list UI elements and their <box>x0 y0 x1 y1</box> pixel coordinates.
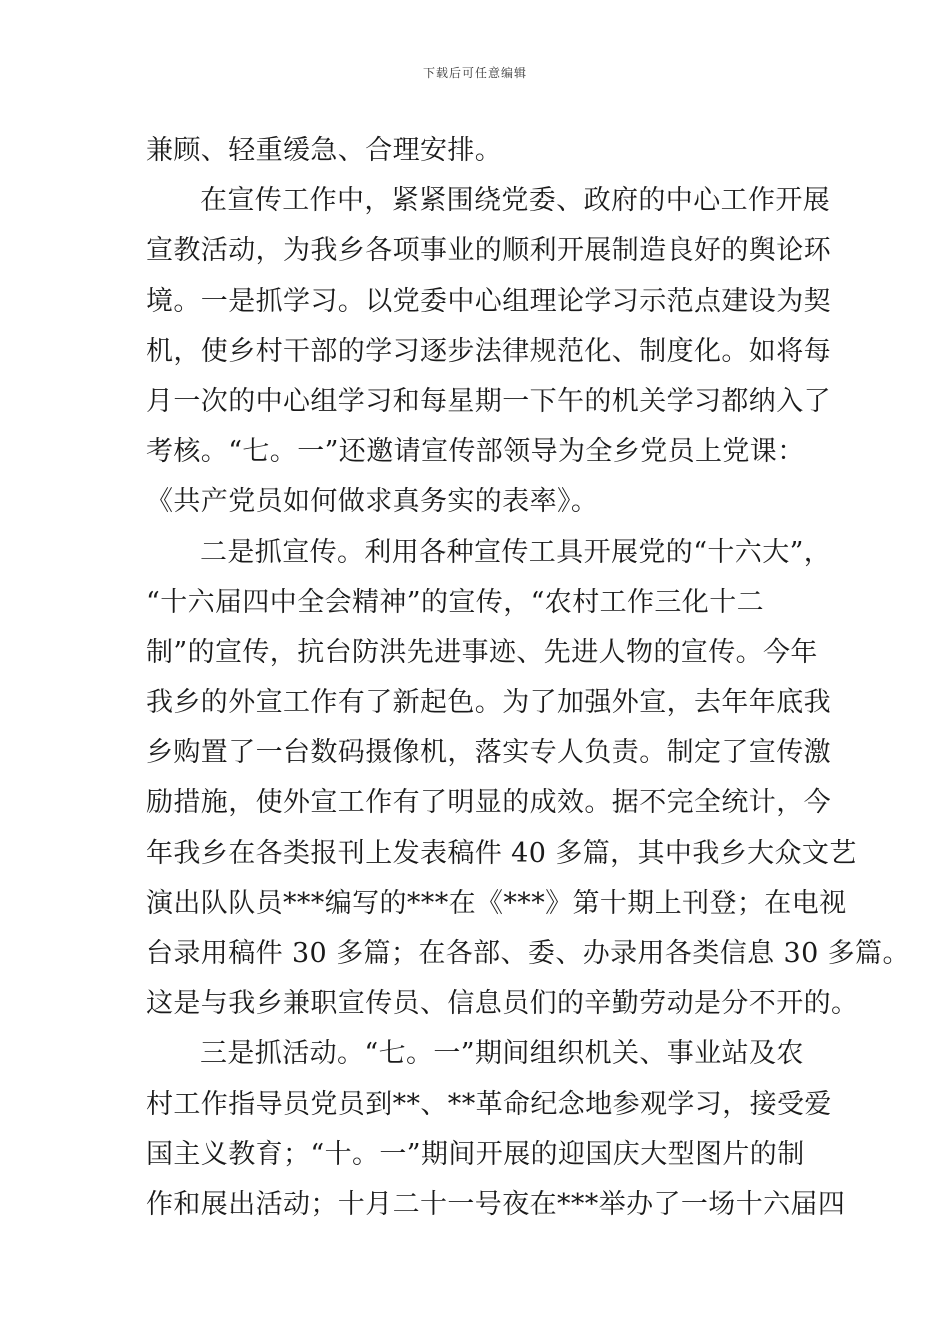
paragraph-start-line: 三是抓活动。“七。一”期间组织机关、事业站及农 <box>200 1038 804 1070</box>
text-line: 月一次的中心组学习和每星期一下午的机关学习都纳入了 <box>146 385 831 417</box>
text-line: 乡购置了一台数码摄像机，落实专人负责。制定了宣传激 <box>146 737 831 769</box>
text-line: 境。一是抓学习。以党委中心组理论学习示范点建设为契 <box>146 285 831 317</box>
text-line: 村工作指导员党员到**、**革命纪念地参观学习，接受爱 <box>146 1088 832 1120</box>
text-line: 这是与我乡兼职宣传员、信息员们的辛勤劳动是分不开的。 <box>146 988 859 1020</box>
text-line: 台录用稿件 30 多篇；在各部、委、办录用各类信息 30 多篇。 <box>146 938 910 969</box>
paragraph-start-line: 在宣传工作中，紧紧围绕党委、政府的中心工作开展 <box>200 185 831 217</box>
text-line: 兼顾、轻重缓急、合理安排。 <box>146 135 503 166</box>
text-line: “十六届四中全会精神”的宣传，“农村工作三化十二 <box>146 586 765 618</box>
paragraph-start-line: 二是抓宣传。利用各种宣传工具开展党的“十六大”， <box>200 536 832 568</box>
text-line: 机，使乡村干部的学习逐步法律规范化、制度化。如将每 <box>146 335 831 367</box>
text-line: 励措施，使外宣工作有了明显的成效。据不完全统计，今 <box>146 787 831 819</box>
text-line: 年我乡在各类报刊上发表稿件 40 多篇，其中我乡大众文艺 <box>146 837 857 869</box>
text-line: 国主义教育；“十。一”期间开展的迎国庆大型图片的制 <box>146 1138 805 1170</box>
text-line: 我乡的外宣工作有了新起色。为了加强外宣，去年年底我 <box>146 687 831 719</box>
text-line: 考核。“七。一”还邀请宣传部领导为全乡党员上党课： <box>146 436 805 468</box>
text-line: 作和展出活动；十月二十一号夜在***举办了一场十六届四 <box>146 1188 846 1220</box>
text-line: 宣教活动，为我乡各项事业的顺利开展制造良好的舆论环 <box>146 235 831 267</box>
page-header: 下载后可任意编辑 <box>422 66 527 80</box>
document-body <box>146 126 910 1230</box>
text-line: 演出队队员***编写的***在《***》第十期上刊登；在电视 <box>146 887 847 919</box>
text-line: 《共产党员如何做求真务实的表率》。 <box>146 486 599 518</box>
text-line: 制”的宣传，抗台防洪先进事迹、先进人物的宣传。今年 <box>146 636 818 668</box>
